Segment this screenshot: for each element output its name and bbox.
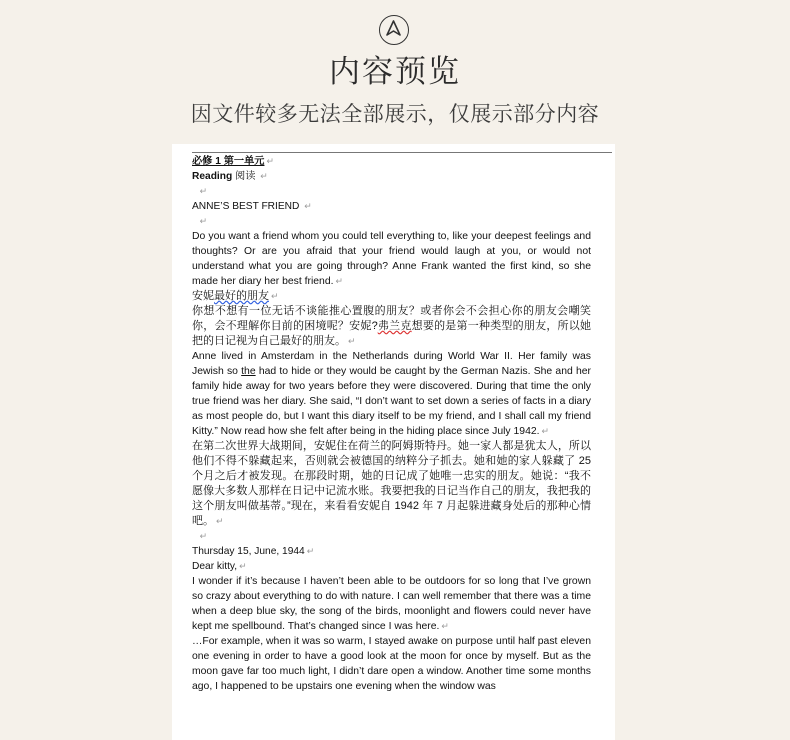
document-body [192,154,591,694]
page-title: 内容预览 [329,54,461,90]
paragraph-1-en: Do you want a friend whom you could tell everything to, like your deepest feelings and thoughts? Or are you afraid that your friend would laugh at you, or would not understand what you are going through? Anne Frank wanted the first kind, so she made her diary her best friend. ↵ [192,231,591,287]
document-page [172,144,615,740]
paragraph-3-en: I wonder if it’s because I haven’t been able to be outdoors for so long that I’ve grown so crazy about everything to do with nature. I can well remember that there was a time when a deep blue sky, the song of the birds, moonlight and flowers could never have kept me spellbound. That’s changed since I was here. ↵ [192,576,591,632]
story-title: ANNE’S BEST FRIEND ↵ [192,201,312,212]
page-subtitle: 因文件较多无法全部展示，仅展示部分内容 [190,102,600,126]
paragraph-4-en: …For example, when it was so warm, I stayed awake on purpose until half past eleven one evening in order to have a good look at the moon for once by myself. But as the moon gave far too much light, I didn’t dare open a window. Another time some months ago, I happened to be upstairs one evening when the window was [192,636,591,692]
diary-salutation: Dear kitty, ↵ [192,561,247,572]
paragraph-1-title-zh: 安妮最好的朋友 ↵ [192,290,279,302]
preview-header [0,0,790,140]
compass-logo-icon [379,15,409,45]
empty-line: ↵ [199,186,208,196]
reading-line: Reading 阅读 ↵ [192,171,268,182]
diary-date: Thursday 15, June, 1944 ↵ [192,546,315,557]
paragraph-1-zh: 你想不想有一位无话不谈能推心置腹的朋友？或者你会不会担心你的朋友会嘲笑你，会不理解你目前的困境呢？安妮?弗兰克想要的是第一种类型的朋友，所以她把的日记视为自己最好的朋友。 ↵ [192,305,591,347]
header-rule [192,152,612,153]
doc-heading: 必修 1 第一单元 ↵ [192,156,274,167]
paragraph-2-zh: 在第二次世界大战期间，安妮住在荷兰的阿姆斯特丹。她一家人都是犹太人，所以他们不得不躲藏起来，否则就会被德国的纳粹分子抓去。她和她的家人躲藏了 25 个月之后才被发现。在那段时期，她的日记成了她唯一忠实的朋友。她说：“我不愿像大多数人那样在日记中记流水账。我要把我的日记当作自己的朋友，我把我的这个朋友叫做基蒂。”现在，来看看安妮自 1942 年 7 月起躲进藏身处后的那种心情吧。 ↵ [192,440,591,527]
paragraph-2-en: Anne lived in Amsterdam in the Netherlands during World War II. Her family was Jewish so the had to hide or they would be caught by the German Nazis. She and her family hide away for two years before they were discovered. During that time the only true friend was her diary. She said, “I don’t want to set down a series of facts in a diary as most people do, but I want this diary itself to be my friend, and I shall call my friend Kitty.” Now read how she felt after being in the hiding place since July 1942. ↵ [192,351,591,437]
empty-line: ↵ [199,531,208,541]
empty-line: ↵ [199,216,208,226]
